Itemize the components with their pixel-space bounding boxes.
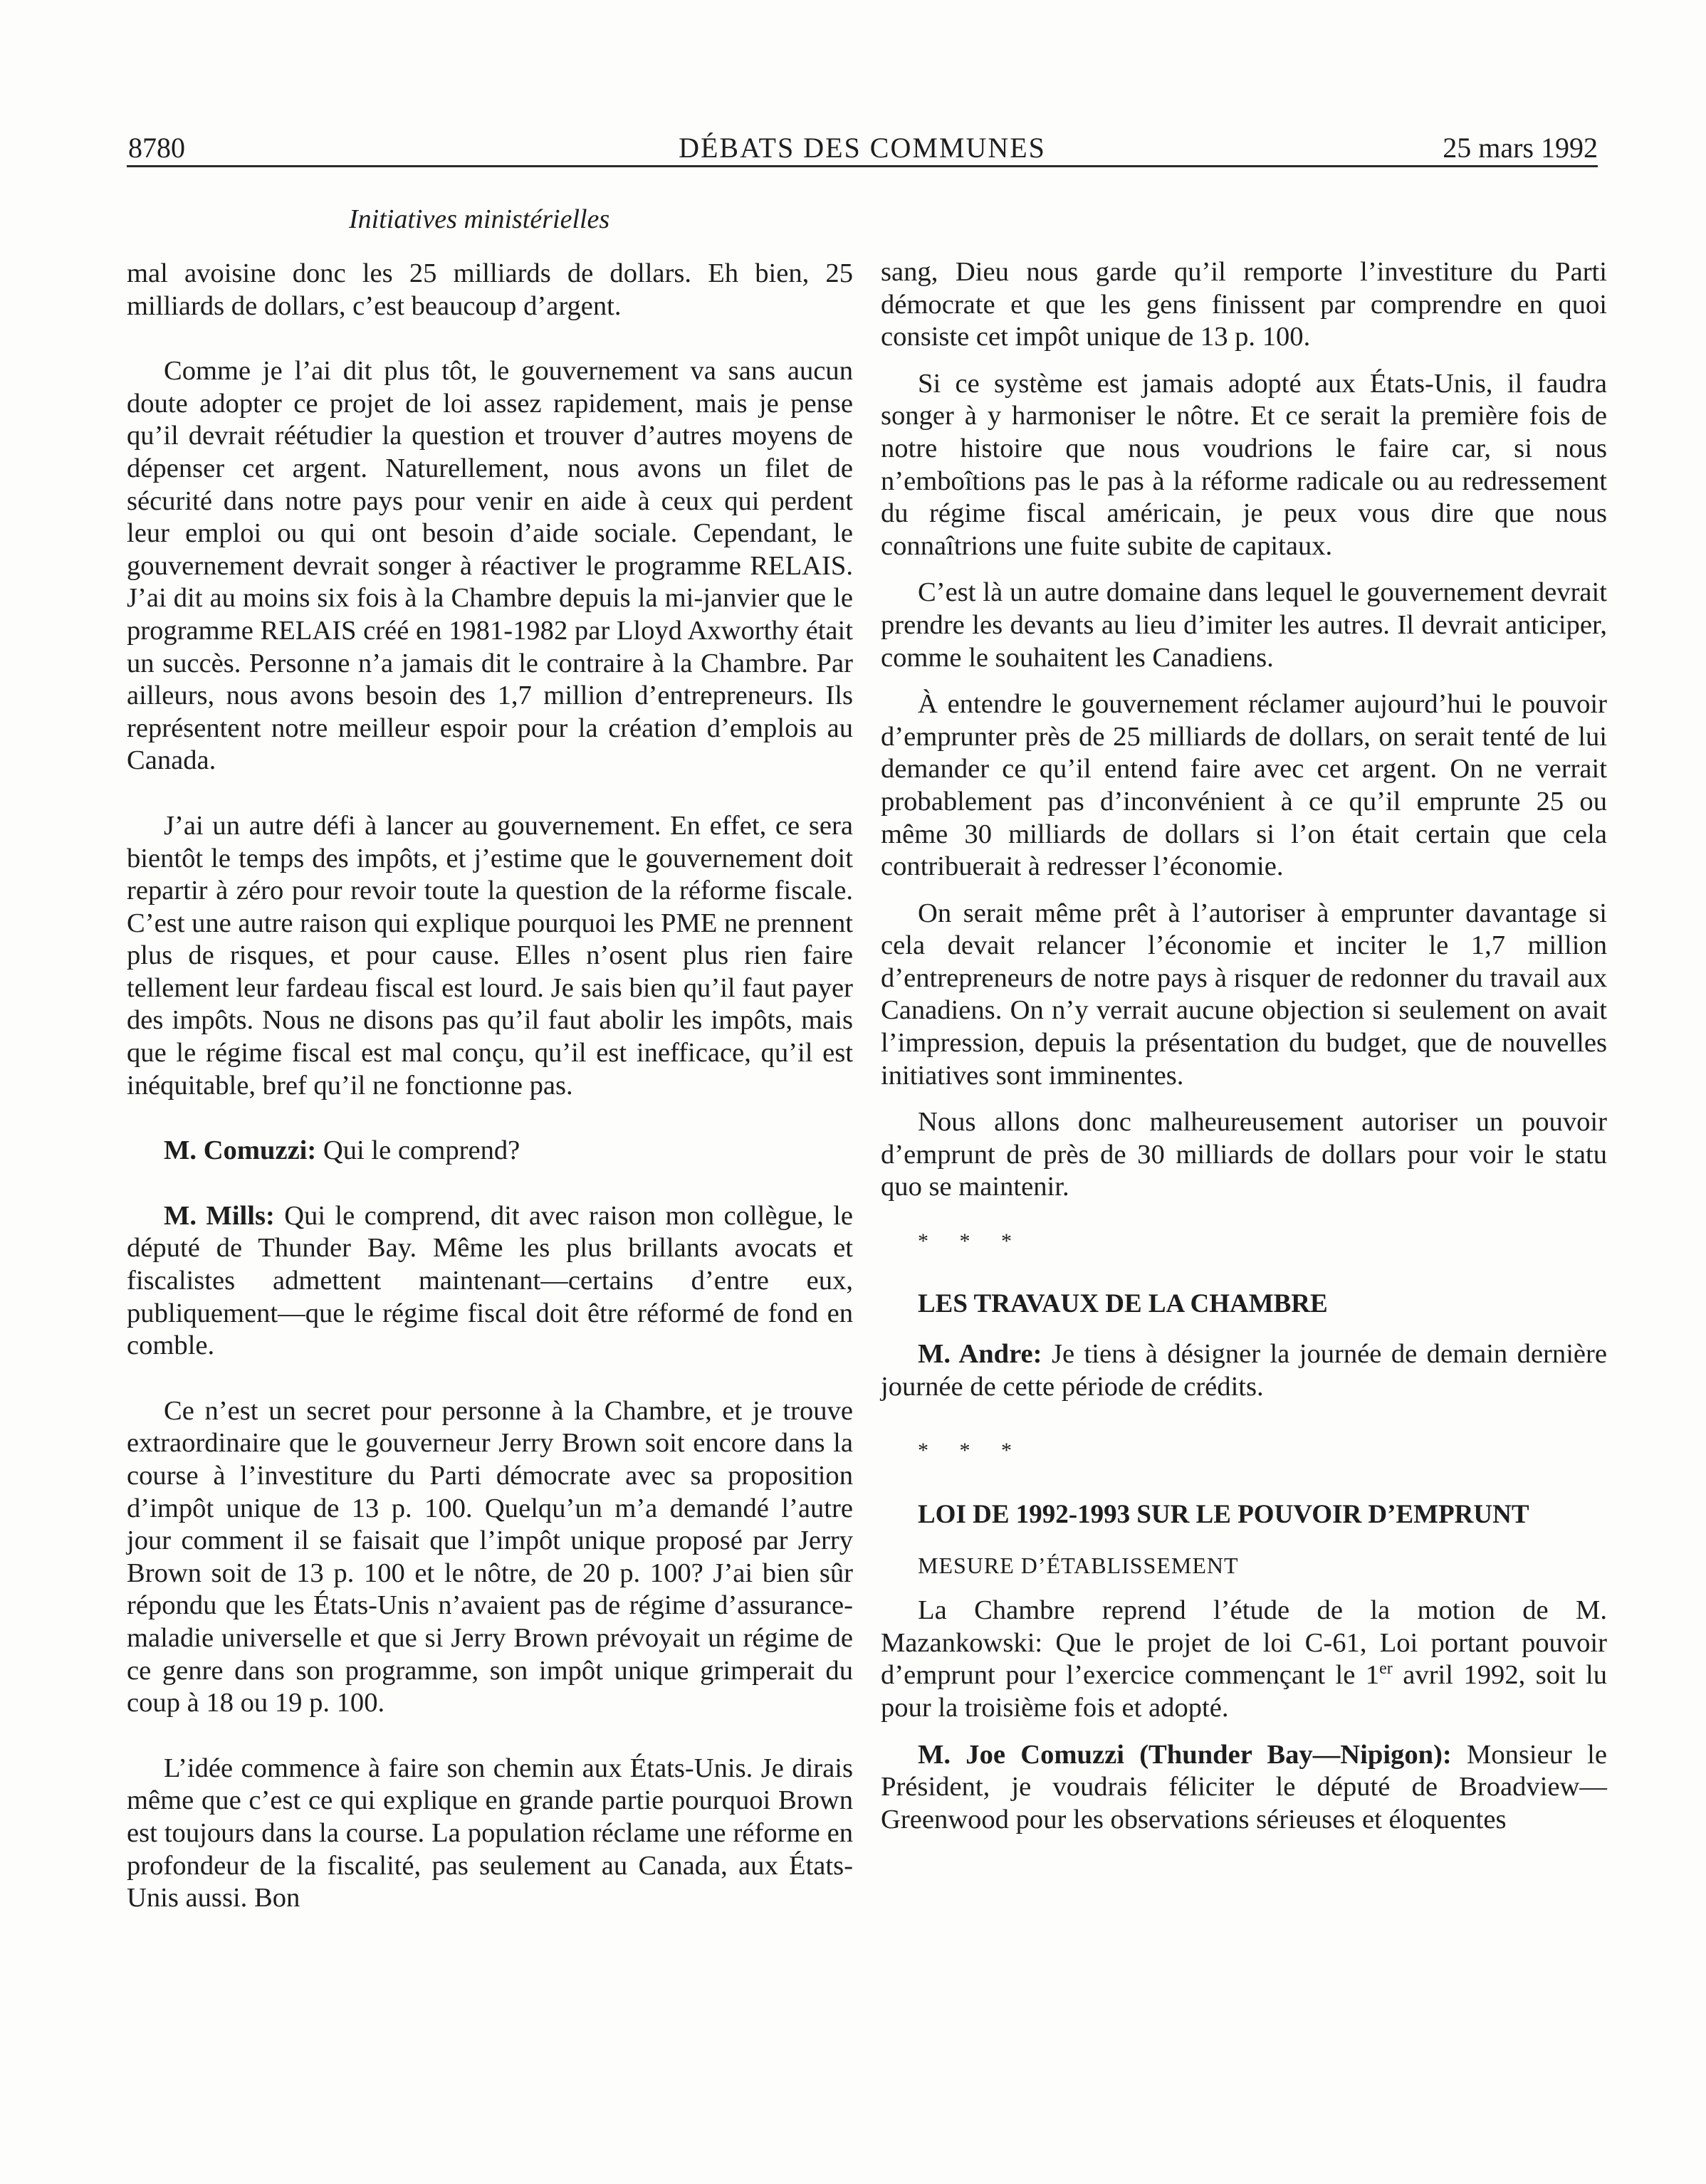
section-separator: * * * (918, 1439, 1025, 1463)
paragraph: Ce n’est un secret pour personne à la Chambre, et je trouve extraordinaire que le gouverneur Jerry Brown soit encore dans la course à l’investiture du Parti démocrate avec sa proposition d’impôt unique de 13 p. 100. Quelqu’un m’a demandé l’autre jour comment il se faisait que l’impôt unique proposé par Jerry Brown soit de 13 p. 100 et le nôtre, de 20 p. 100? J’ai bien sûr répondu que les États-Unis n’avaient pas de régime d’assurance-maladie universelle et que si Jerry Brown prévoyait un régime de ce genre dans son programme, son impôt unique grimperait du coup à 18 ou 19 p. 100. (127, 1395, 853, 1718)
paragraph: L’idée commence à faire son chemin aux États-Unis. Je dirais même que c’est ce qui explique en grande partie pourquoi Brown est toujours dans la course. La population réclame une réforme en profondeur de la fiscalité, pas seulement au Canada, aux États-Unis aussi. Bon (127, 1753, 853, 1913)
page-header (127, 122, 1598, 167)
speaker-name: M. Mills: (164, 1200, 275, 1231)
paragraph: Comme je l’ai dit plus tôt, le gouvernement va sans aucun doute adopter ce projet de loi assez rapidement, mais je pense qu’il devrait réétudier la question et trouver d’autres moyens de dépenser cet argent. Naturellement, nous avons un filet de sécurité dans notre pays pour venir en aide à ceux qui perdent leur emploi ou qui ont besoin d’aide sociale. Cependant, le gouvernement devrait songer à réactiver le programme RELAIS. J’ai dit au moins six fois à la Chambre depuis la mi-janvier que le programme RELAIS créé en 1981-1982 par Lloyd Axworthy était un succès. Personne n’a jamais dit le contraire à la Chambre. Par ailleurs, nous avons besoin des 1,7 million d’entrepreneurs. Ils représentent notre meilleur espoir pour la création d’emplois au Canada. (127, 356, 853, 776)
speaker-paragraph (881, 1739, 1607, 1837)
speaker-name: M. Andre: (918, 1339, 1042, 1370)
paragraph: Nous allons donc malheureusement autoriser un pouvoir d’emprunt de près de 30 milliards de dollars pour voir le statu quo se maintenir. (881, 1107, 1607, 1202)
superscript: er (1379, 1659, 1393, 1679)
speaker-paragraph (127, 1200, 853, 1363)
speech-text: Qui le comprend? (316, 1135, 520, 1166)
speaker-name: M. Joe Comuzzi (Thunder Bay—Nipigon): (918, 1739, 1452, 1770)
publication-title: DÉBATS DES COMMUNES (679, 132, 1046, 164)
speech-text: Qui le comprend, dit avec raison mon collègue, le député de Thunder Bay. Même les plus brillants avocats et fiscalistes admettent maintenant—certains d’entre eux, publiquement—que le régime fiscal doit être réformé de fond en comble. (127, 1200, 853, 1361)
section-heading: LOI DE 1992-1993 SUR LE POUVOIR D’EMPRUNT (918, 1500, 1529, 1529)
speaker-name: M. Comuzzi: (164, 1135, 317, 1166)
paragraph: On serait même prêt à l’autoriser à emprunter davantage si cela devait relancer l’économie et inciter le 1,7 million d’entrepreneurs de notre pays à risquer de redonner du travail aux Canadiens. On n’y verrait aucune objection si seulement on avait l’impression, depuis la présentation du budget, que de nouvelles initiatives sont imminentes. (881, 898, 1607, 1091)
section-subheading: MESURE D’ÉTABLISSEMENT (918, 1552, 1239, 1578)
section-label: Initiatives ministérielles (349, 204, 610, 234)
paragraph: mal avoisine donc les 25 milliards de dollars. Eh bien, 25 milliards de dollars, c’est beaucoup d’argent. (127, 258, 853, 321)
paragraph: Si ce système est jamais adopté aux États-Unis, il faudra songer à y harmoniser le nôtre. Et ce serait la première fois de notre histoire que nous voudrions le faire car, si nous n’emboîtions pas le pas à la réforme radicale ou au redressement du régime fiscal américain, je peux vous dire que nous connaîtrions une fuite subite de capitaux. (881, 368, 1607, 561)
page-number: 8780 (128, 132, 185, 164)
speaker-paragraph (127, 1135, 853, 1167)
paragraph-text: avril 1992, soit lu pour la troisième fois et adopté. (881, 1660, 1608, 1723)
speaker-paragraph (881, 1338, 1607, 1403)
publication-date: 25 mars 1992 (1443, 132, 1598, 164)
right-column (881, 256, 1607, 1836)
paragraph (881, 1595, 1607, 1724)
speech-text: Monsieur le Président, je voudrais féliciter le député de Broadview—Greenwood pour les observations sérieuses et éloquentes (881, 1739, 1607, 1834)
speech-text: Je tiens à désigner la journée de demain dernière journée de cette période de crédits. (881, 1339, 1607, 1402)
paragraph: C’est là un autre domaine dans lequel le gouvernement devrait prendre les devants au lieu d’imiter les autres. Il devrait anticiper, comme le souhaitent les Canadiens. (881, 577, 1607, 673)
left-column (127, 258, 853, 1915)
paragraph-text: La Chambre reprend l’étude de la motion de M. Mazankowski: Que le projet de loi C-61, Loi portant pouvoir d’emprunt pour l’exercice commençant le 1 (881, 1595, 1607, 1691)
paragraph: J’ai un autre défi à lancer au gouvernement. En effet, ce sera bientôt le temps des impôts, et j’estime que le gouvernement doit repartir à zéro pour revoir toute la question de la réforme fiscale. C’est une autre raison qui explique pourquoi les PME ne prennent plus de risques, et pour cause. Elles n’osent plus rien faire tellement leur fardeau fiscal est lourd. Je sais bien qu’il faut payer des impôts. Nous ne disons pas qu’il faut abolir les impôts, mais que le régime fiscal est mal conçu, qu’il est inefficace, qu’il est inéquitable, bref qu’il ne fonctionne pas. (127, 810, 853, 1101)
paragraph: À entendre le gouvernement réclamer aujourd’hui le pouvoir d’emprunter près de 25 milliards de dollars, on serait tenté de lui demander ce qu’il entend faire avec cet argent. On ne verrait probablement pas d’inconvénient à ce qu’il emprunte 25 ou même 30 milliards de dollars si l’on était certain que cela contribuerait à redresser l’économie. (881, 689, 1607, 882)
section-separator: * * * (918, 1229, 1025, 1254)
section-heading: LES TRAVAUX DE LA CHAMBRE (918, 1288, 1328, 1318)
paragraph: sang, Dieu nous garde qu’il remporte l’investiture du Parti démocrate et que les gens finissent par comprendre en quoi consiste cet impôt unique de 13 p. 100. (881, 257, 1607, 352)
